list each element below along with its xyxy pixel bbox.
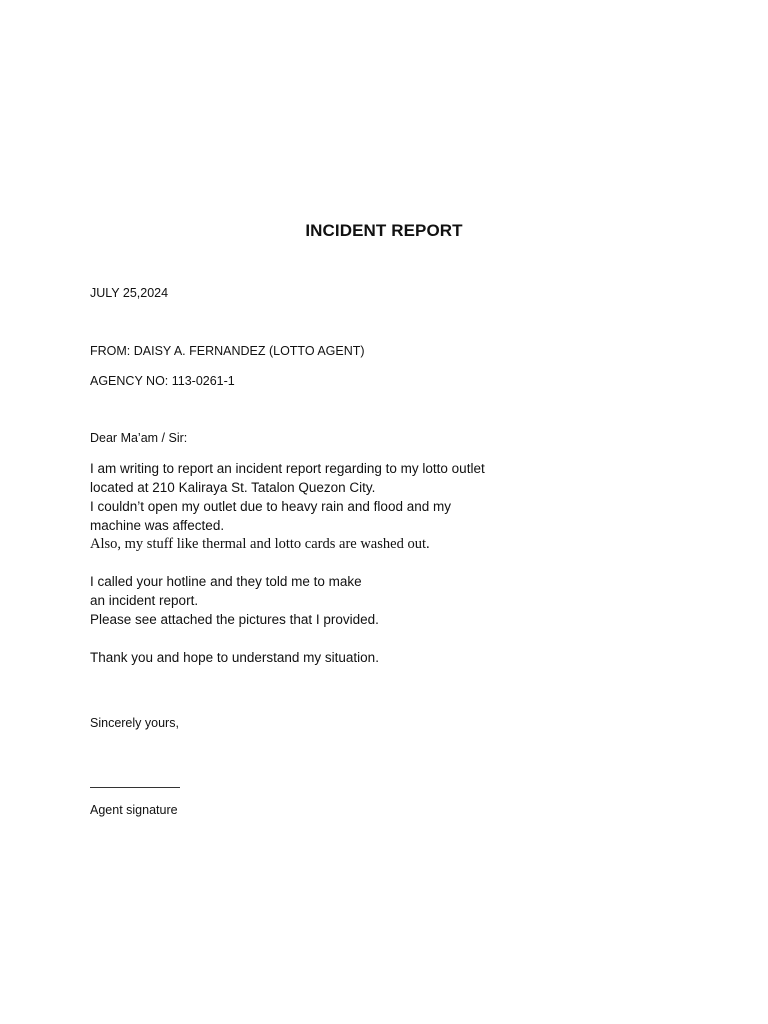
document-title: INCIDENT REPORT [305, 221, 463, 240]
paragraph-2-line: I called your hotline and they told me to make [90, 574, 362, 589]
paragraph-1-line: I am writing to report an incident report regarding to my lotto outlet [90, 461, 485, 476]
paragraph-1-line: machine was affected. [90, 518, 225, 533]
paragraph-2 [90, 572, 379, 629]
paragraph-2-line: an incident report. [90, 593, 199, 608]
agency-number: AGENCY NO: 113-0261-1 [90, 374, 235, 388]
paragraph-1-line: I couldn’t open my outlet due to heavy rain and flood and my [90, 499, 451, 514]
paragraph-1-line: located at 210 Kaliraya St. Tatalon Quezon City. [90, 480, 376, 495]
paragraph-1-serif-line: Also, my stuff like thermal and lotto cards are washed out. [90, 536, 430, 552]
paragraph-3: Thank you and hope to understand my situation. [90, 650, 379, 665]
closing: Sincerely yours, [90, 716, 179, 730]
signature-line [90, 787, 180, 788]
signature-label: Agent signature [90, 803, 178, 817]
salutation: Dear Ma’am / Sir: [90, 431, 188, 445]
from-line: FROM: DAISY A. FERNANDEZ (LOTTO AGENT) [90, 344, 365, 358]
paragraph-2-line: Please see attached the pictures that I provided. [90, 612, 379, 627]
paragraph-1 [90, 459, 485, 554]
report-date: JULY 25,2024 [90, 286, 169, 300]
